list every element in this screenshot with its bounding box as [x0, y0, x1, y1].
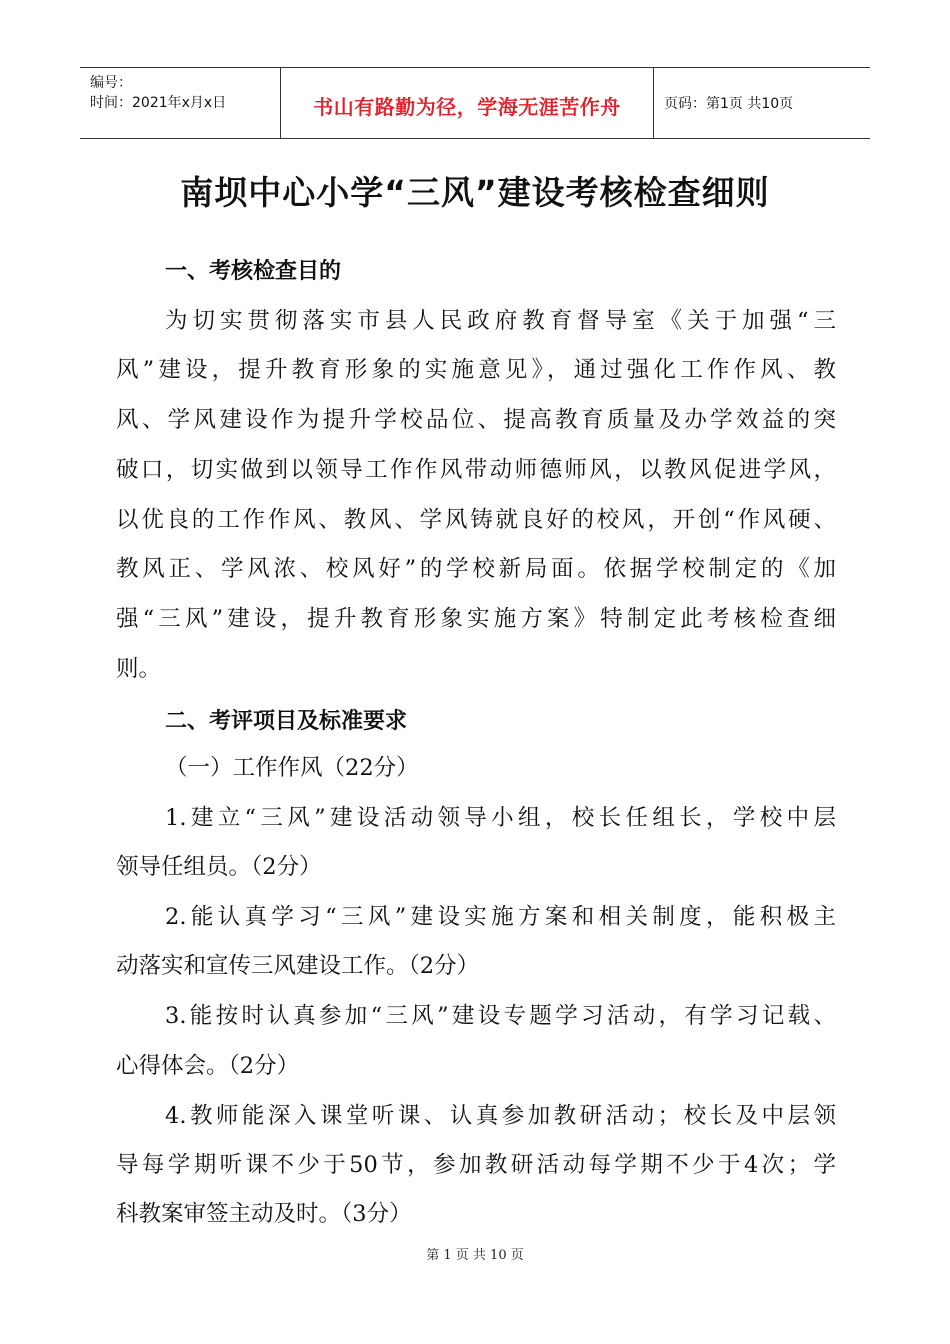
- subsection-heading: （一）工作作风（22分）: [165, 755, 419, 781]
- date-label: 时间：2021年x月x日: [90, 95, 227, 111]
- section2-heading: 二、考评项目及标准要求: [165, 709, 408, 734]
- paragraph-line: 风、学风建设作为提升学校品位、提高教育质量及办学效益的突: [116, 407, 836, 433]
- document-header: [80, 67, 870, 139]
- paragraph-line: 以优良的工作作风、教风、学风铸就良好的校风，开创“作风硬、: [116, 507, 836, 533]
- item-line: 心得体会。（2分）: [116, 1053, 300, 1079]
- item-line: 导每学期听课不少于50节，参加教研活动每学期不少于4次；学: [116, 1152, 836, 1178]
- item-line: 科教案审签主动及时。（3分）: [116, 1201, 412, 1227]
- header-motto-cell: [281, 68, 654, 138]
- paragraph-line: 风”建设，提升教育形象的实施意见》，通过强化工作作风、教: [116, 357, 836, 383]
- page-footer: 第 1 页 共 10 页: [426, 1248, 524, 1263]
- paragraph-line: 为切实贯彻落实市县人民政府教育督导室《关于加强“三: [165, 308, 836, 334]
- header-motto: 书山有路勤为径，学海无涯苦作舟: [313, 95, 621, 119]
- paragraph-line: 破口，切实做到以领导工作作风带动师德师风，以教风促进学风，: [116, 457, 836, 483]
- item-line: 4.教师能深入课堂听课、认真参加教研活动；校长及中层领: [165, 1103, 836, 1129]
- item-line: 动落实和宣传三风建设工作。（2分）: [116, 953, 480, 979]
- paragraph-line: 强“三风”建设，提升教育形象实施方案》特制定此考核检查细: [116, 606, 836, 632]
- header-left-cell: [80, 68, 281, 138]
- item-line: 领导任组员。（2分）: [116, 854, 322, 880]
- document-title: 南坝中心小学“三风”建设考核检查细则: [180, 173, 770, 212]
- section1-heading: 一、考核检查目的: [165, 259, 342, 284]
- number-label: 编号：: [90, 75, 132, 91]
- item-line: 2.能认真学习“三风”建设实施方案和相关制度，能积极主: [165, 904, 836, 930]
- item-line: 1.建立“三风”建设活动领导小组，校长任组长，学校中层: [165, 805, 836, 831]
- paragraph-line: 教风正、学风浓、校风好”的学校新局面。依据学校制定的《加: [116, 556, 836, 582]
- item-line: 3.能按时认真参加“三风”建设专题学习活动，有学习记载、: [165, 1003, 836, 1029]
- page-info: 页码：第1页 共10页: [664, 96, 794, 112]
- header-right-cell: [654, 68, 870, 138]
- paragraph-line: 则。: [116, 656, 162, 682]
